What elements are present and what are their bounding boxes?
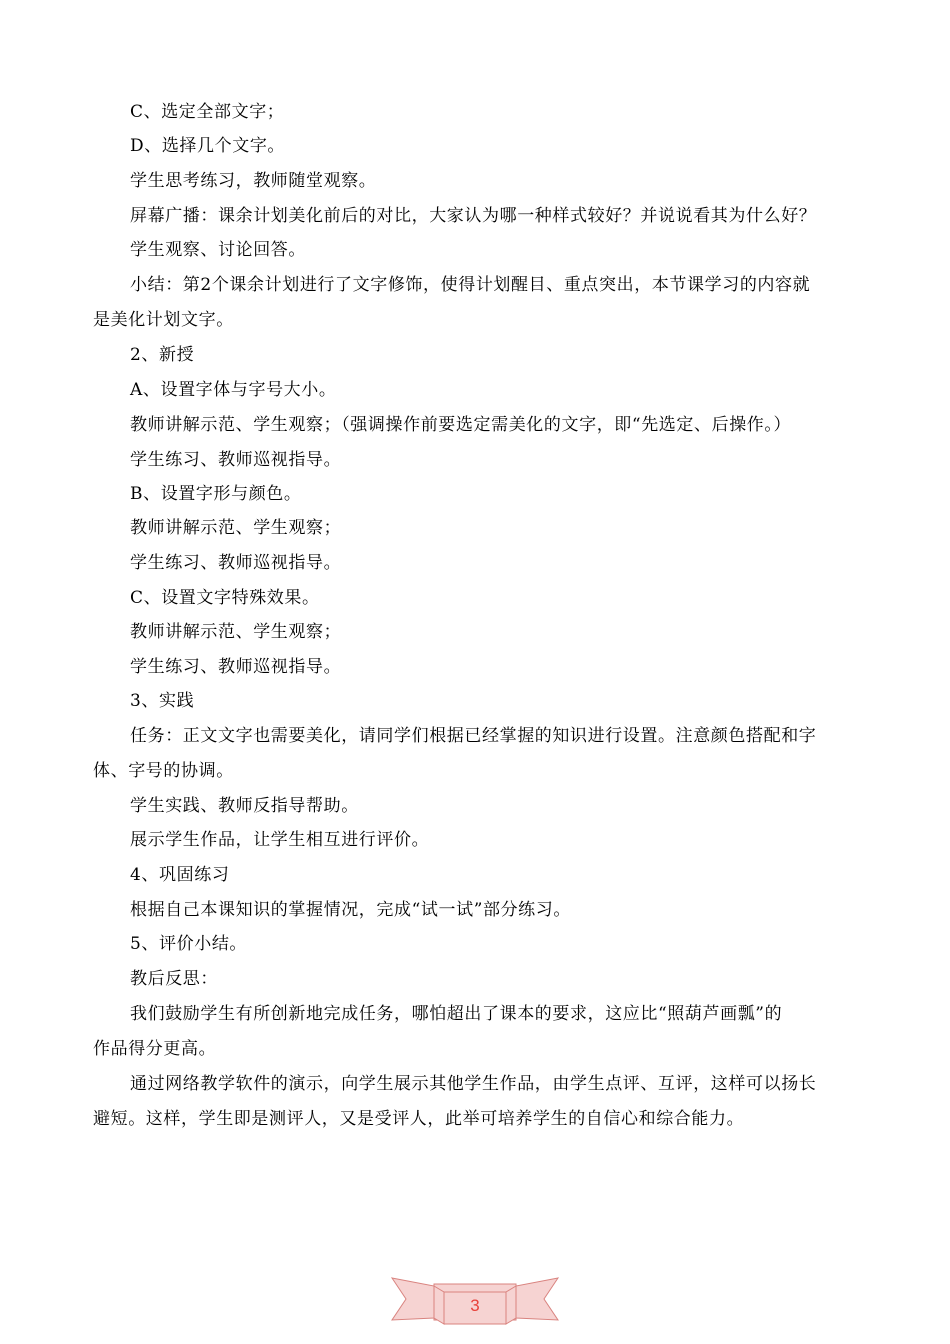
paragraph-line: D、选择几个文字。 [130, 136, 286, 156]
page-number-ribbon [390, 1268, 560, 1328]
section-heading: 3、实践 [130, 691, 195, 711]
paragraph-line: 作品得分更高。 [93, 1039, 217, 1059]
paragraph-line: B、设置字形与颜色。 [130, 484, 302, 504]
paragraph-line: 展示学生作品，让学生相互进行评价。 [130, 830, 430, 850]
paragraph-line: 学生练习、教师巡视指导。 [130, 553, 342, 573]
paragraph-line: 我们鼓励学生有所创新地完成任务，哪怕超出了课本的要求，这应比“照葫芦画瓢”的 [130, 1004, 783, 1024]
paragraph-line: 教师讲解示范、学生观察； [130, 518, 342, 538]
paragraph-line: 任务：正文文字也需要美化，请同学们根据已经掌握的知识进行设置。注意颜色搭配和字 [130, 726, 817, 746]
paragraph-line: 屏幕广播：课余计划美化前后的对比，大家认为哪一种样式较好？并说说看其为什么好？ [130, 206, 817, 226]
paragraph-line: C、设置文字特殊效果。 [130, 588, 320, 608]
paragraph-line: 避短。这样，学生即是测评人，又是受评人，此举可培养学生的自信心和综合能力。 [93, 1109, 745, 1129]
paragraph-line: C、选定全部文字； [130, 102, 285, 122]
paragraph-line: 学生观察、讨论回答。 [130, 240, 306, 260]
page-number: 3 [470, 1296, 480, 1315]
paragraph-line: 学生实践、教师反指导帮助。 [130, 796, 359, 816]
section-heading: 4、巩固练习 [130, 865, 230, 885]
paragraph-line: 学生练习、教师巡视指导。 [130, 450, 342, 470]
paragraph-line: 小结：第2个课余计划进行了文字修饰，使得计划醒目、重点突出，本节课学习的内容就 [130, 275, 811, 295]
section-heading: 5、评价小结。 [130, 934, 248, 954]
paragraph-line: 教师讲解示范、学生观察；（强调操作前要选定需美化的文字，即“先选定、后操作。） [130, 415, 792, 435]
paragraph-line: A、设置字体与字号大小。 [130, 380, 337, 400]
paragraph-line: 教师讲解示范、学生观察； [130, 622, 342, 642]
section-heading: 2、新授 [130, 345, 195, 365]
paragraph-line: 教后反思： [130, 969, 218, 989]
paragraph-line: 通过网络教学软件的演示，向学生展示其他学生作品，由学生点评、互评，这样可以扬长 [130, 1074, 817, 1094]
paragraph-line: 学生练习、教师巡视指导。 [130, 657, 342, 677]
paragraph-line: 体、字号的协调。 [93, 761, 234, 781]
paragraph-line: 学生思考练习，教师随堂观察。 [130, 171, 377, 191]
paragraph-line: 根据自己本课知识的掌握情况，完成“试一试”部分练习。 [130, 900, 571, 920]
paragraph-line: 是美化计划文字。 [93, 310, 234, 330]
